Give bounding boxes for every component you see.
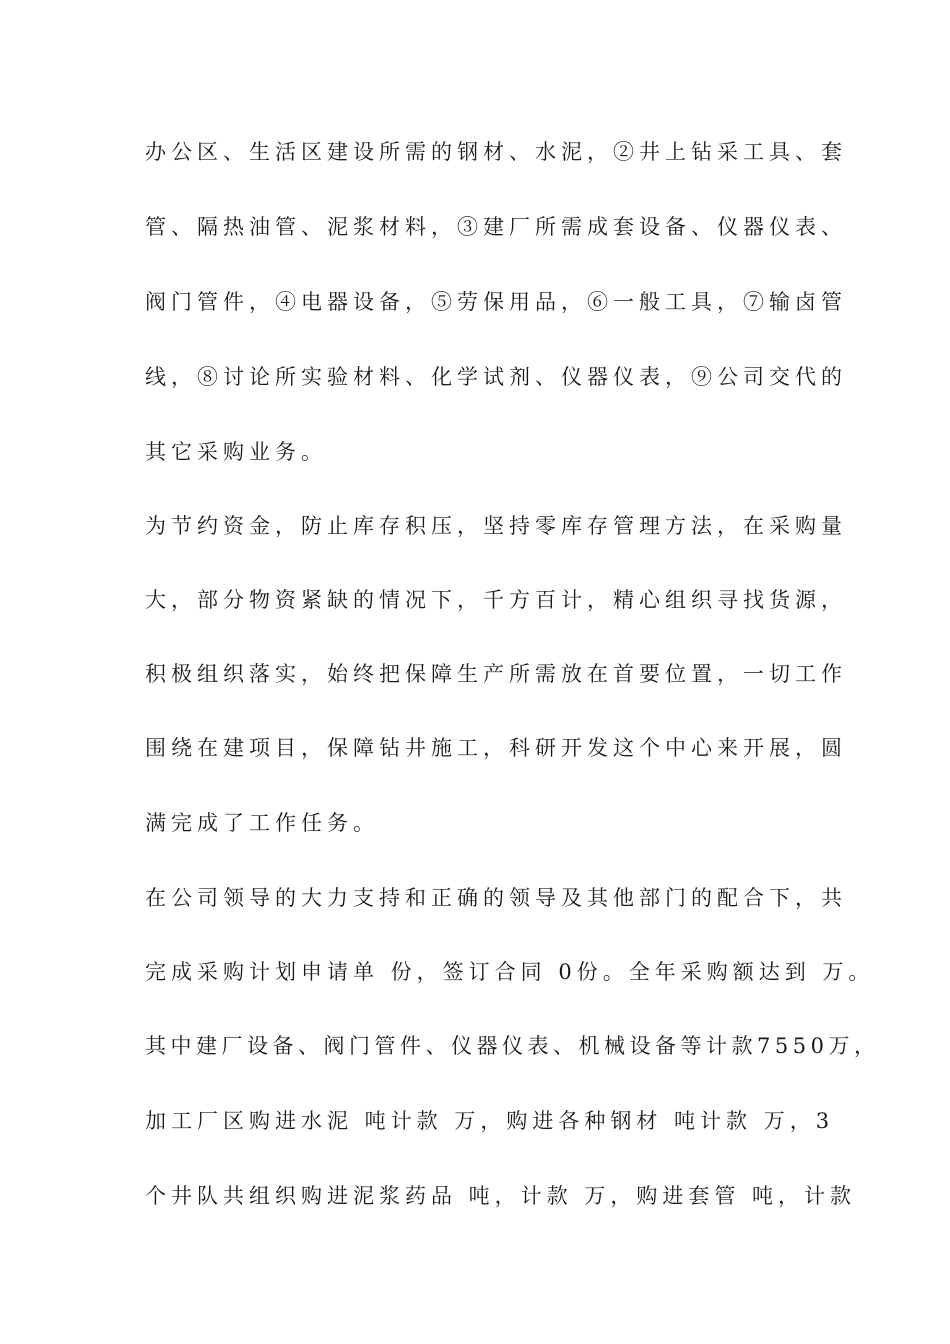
text-line: 满完成了工作任务。 [145, 811, 379, 835]
text-line: 管、隔热油管、泥浆材料，③建厂所需成套设备、仪器仪表、 [145, 215, 847, 239]
text-line: 办公区、生活区建设所需的钢材、水泥，②井上钻采工具、套 [145, 140, 847, 164]
text-line: 完成采购计划申请单 份，签订合同 0份。全年采购额达到 万。 [145, 960, 875, 984]
text-line: 为节约资金，防止库存积压，坚持零库存管理方法，在采购量 [145, 514, 847, 538]
text-line: 在公司领导的大力支持和正确的领导及其他部门的配合下，共 [145, 886, 847, 910]
text-line: 线，⑧讨论所实验材料、化学试剂、仪器仪表，⑨公司交代的 [145, 365, 847, 389]
text-line: 围绕在建项目，保障钻井施工，科研开发这个中心来开展，圆 [145, 736, 847, 760]
text-line: 其中建厂设备、阀门管件、仪器仪表、机械设备等计款7550万， [145, 1034, 880, 1058]
text-line: 其它采购业务。 [145, 440, 327, 464]
text-line: 个井队共组织购进泥浆药品 吨，计款 万，购进套管 吨，计款 [145, 1184, 857, 1208]
text-line: 积极组织落实，始终把保障生产所需放在首要位置，一切工作 [145, 662, 847, 686]
text-line: 阀门管件，④电器设备，⑤劳保用品，⑥一般工具，⑦输卤管 [145, 290, 847, 314]
text-line: 大，部分物资紧缺的情况下，千方百计，精心组织寻找货源， [145, 588, 847, 612]
text-line: 加工厂区购进水泥 吨计款 万，购进各种钢材 吨计款 万，3 [145, 1109, 835, 1133]
